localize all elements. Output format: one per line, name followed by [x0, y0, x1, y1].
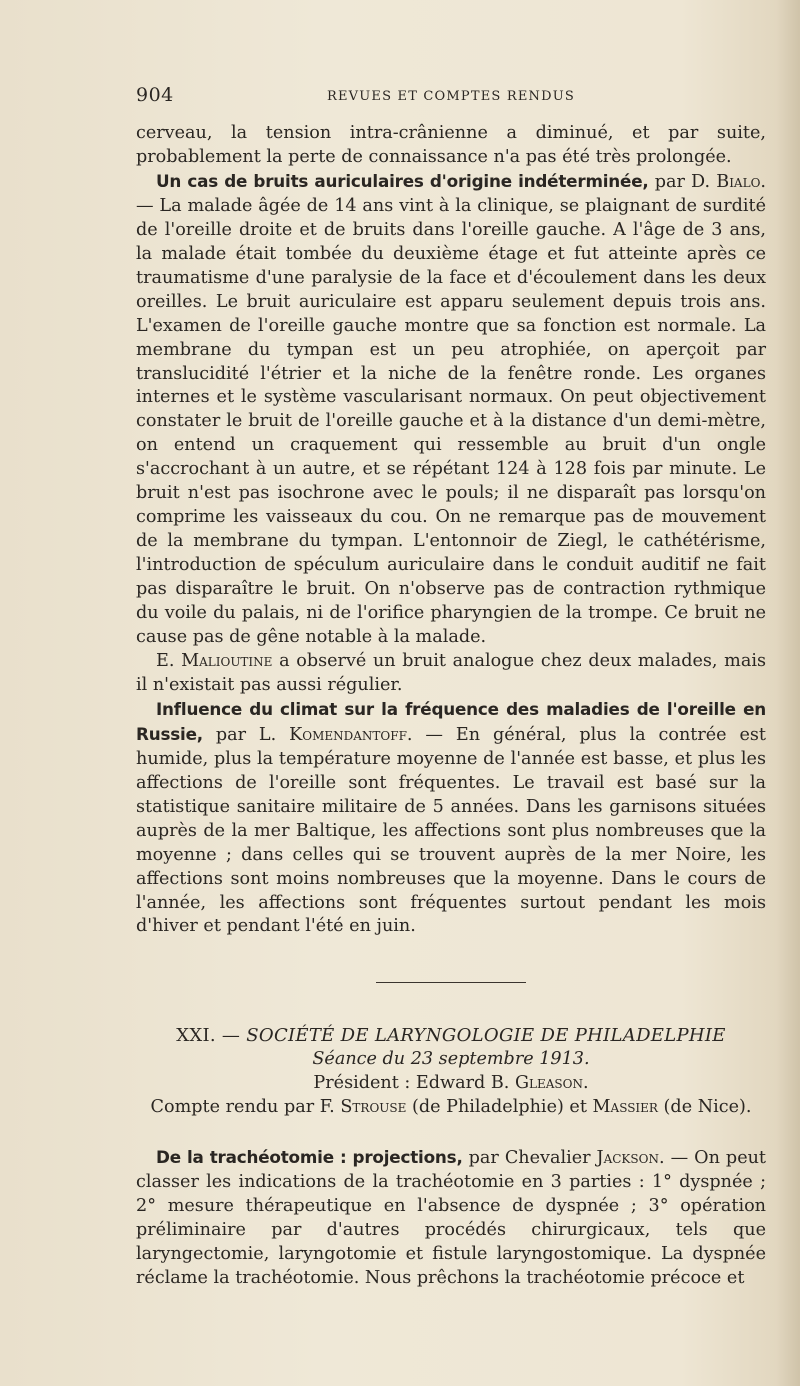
note-text: a observé un bruit analogue chez deux malades, mais il n'existait pas aussi régulier. — [136, 650, 766, 695]
article-author: Jackson — [596, 1148, 659, 1169]
president-line — [136, 1072, 766, 1096]
running-head: REVUES ET COMPTES RENDUS — [326, 89, 576, 104]
page-header — [136, 84, 766, 108]
note-malioutine — [136, 650, 766, 698]
article-text: . — On peut classer les indications de la trachéotomie en 3 parties : 1° dyspnée ; 2° mesure thérapeutique en l'absence de dyspnée ; 3° opération préliminaire par d'autres procédés chirurgicaux, tels que laryngectomie, laryngotomie et fistule laryngostomique. La dyspnée réclame la trachéotomie. Nous prêchons la trachéotomie précoce et — [136, 1148, 767, 1288]
article-title: Influence du climat sur la fréquence des maladies de l'oreille en Russie, — [136, 698, 766, 744]
report-line — [136, 1096, 766, 1120]
president-label: Président : Edward B. — [313, 1073, 515, 1094]
report-mid: (de Philadelphie) et — [406, 1097, 593, 1118]
article-influence-climat — [136, 698, 766, 940]
continuation-paragraph: cerveau, la tension intra-crânienne a diminué, et par suite, probablement la perte de connaissance n'a pas été très prolongée. — [136, 123, 766, 167]
page-number: 904 — [136, 84, 174, 106]
section-title: SOCIÉTÉ DE LARYNGOLOGIE DE PHILADELPHIE — [246, 1025, 726, 1047]
article-text: . — La malade âgée de 14 ans vint à la clinique, se plaignant de surdité de l'oreille droite et de bruits dans l'oreille gauche. A l'âge de 3 ans, la malade était tombée du deuxième étage et fut atteinte après ce traumatisme d'une paralysie de la face et d'écoulement dans les deux oreilles. Le bruit auriculaire est apparu seulement depuis trois ans. L'examen de l'oreille gauche montre que sa fonction est normale. La membrane du tympan est un peu atrophiée, on aperçoit par translucidité l'étrier et la niche de la fenêtre ronde. Les organes internes et le système vascularisant normaux. On peut objectivement constater le bruit de l'oreille gauche et à la distance d'un demi-mètre, on entend un craquement qui ressemble au bruit d'un ongle s'accrochant à un autre, et se répétant 124 à 128 fois par minute. Le bruit n'est pas isochrone avec le pouls; il ne disparaît pas lorsqu'on comprime les vaisseaux du cou. On ne remarque pas de mouvement de la membrane du tympan. L'entonnoir de Ziegl, le cathétérisme, l'introduction de spéculum auriculaire dans le conduit auditif ne fait pas disparaître le bruit. On n'observe pas de contraction rythmique du voile du palais, ni de l'orifice pharyngien de la trompe. Ce bruit ne cause pas de gêne notable à la malade. — [136, 171, 767, 648]
section-heading — [136, 1024, 766, 1048]
page-body — [136, 122, 766, 1291]
article-byline: par Chevalier — [462, 1148, 597, 1169]
section-divider — [376, 982, 526, 983]
article-title: De la trachéotomie : projections, — [156, 1147, 463, 1168]
president-end: . — [582, 1073, 589, 1094]
seance-date: Séance du 23 septembre 1913. — [312, 1049, 590, 1070]
section-number: XXI. — — [176, 1025, 247, 1047]
article-byline: par D. — [648, 171, 717, 192]
article-byline: par L. — [202, 724, 290, 745]
article-bruits-auriculaires — [136, 170, 766, 650]
note-author: E. Malioutine — [156, 650, 273, 671]
article-text: . — En général, plus la contrée est humide, plus la température moyenne de l'année est basse, et plus les affections de l'oreille sont fréquentes. Le travail est basé sur la statistique sanitaire militaire de 5 années. Dans les garnisons situées auprès de la mer Baltique, les affections sont plus nombreuses que la moyenne ; dans celles qui se trouvent auprès de la mer Noire, les affections sont moins nombreuses que la moyenne. Dans le cours de l'année, les affections sont fréquentes surtout pendant les mois d'hiver et pendant l'été en juin. — [136, 724, 766, 937]
president-name: Gleason — [514, 1073, 583, 1094]
report-prefix: Compte rendu par F. — [150, 1097, 341, 1118]
report-end: (de Nice). — [657, 1097, 752, 1118]
article-tracheotomie — [136, 1146, 766, 1291]
article-author: Komendantoff — [289, 724, 407, 745]
article-title: Un cas de bruits auriculaires d'origine indéterminée, — [156, 170, 649, 191]
reporter-strouse: Strouse — [340, 1097, 407, 1118]
article-author: Bialo — [716, 171, 761, 192]
reporter-massier: Massier — [592, 1097, 658, 1118]
